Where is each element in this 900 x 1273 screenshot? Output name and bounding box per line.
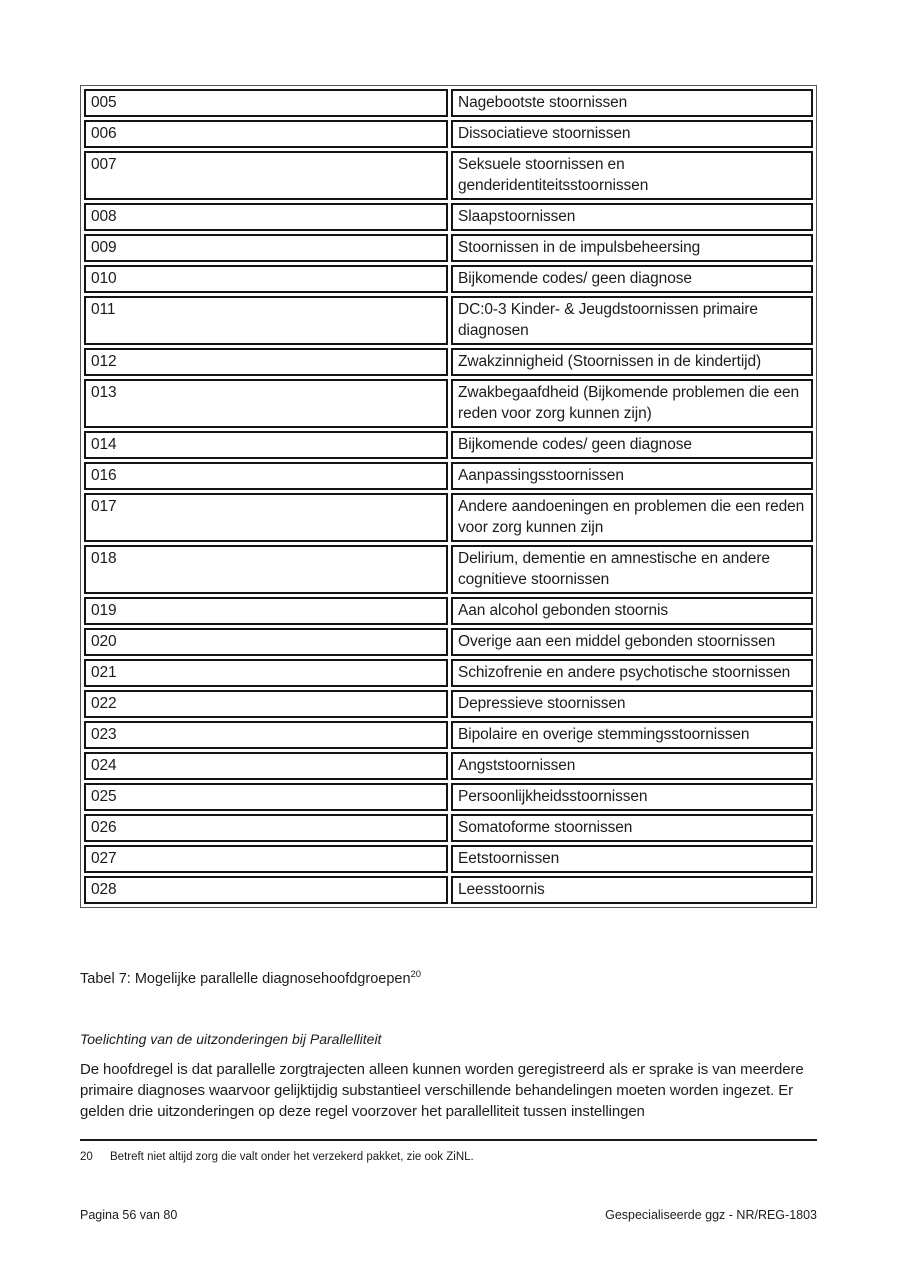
- diagnosis-code-cell: 005: [84, 89, 448, 117]
- footer-document-reference: Gespecialiseerde ggz - NR/REG-1803: [605, 1208, 817, 1222]
- diagnosis-description-cell: Zwakzinnigheid (Stoornissen in de kindertijd): [451, 348, 813, 376]
- diagnosis-code-cell: 024: [84, 752, 448, 780]
- table-caption: [80, 970, 820, 988]
- diagnosis-code-cell: 009: [84, 234, 448, 262]
- section-heading: Toelichting van de uitzonderingen bij Parallelliteit: [80, 1031, 382, 1047]
- table-row: [84, 462, 813, 490]
- diagnosis-code-cell: 006: [84, 120, 448, 148]
- diagnosis-description-cell: Seksuele stoornissen en genderidentiteitsstoornissen: [451, 151, 813, 200]
- table-row: [84, 690, 813, 718]
- diagnosis-description-cell: Stoornissen in de impulsbeheersing: [451, 234, 813, 262]
- diagnosis-code-cell: 007: [84, 151, 448, 200]
- diagnosis-code-cell: 010: [84, 265, 448, 293]
- table-row: [84, 845, 813, 873]
- table-row: [84, 265, 813, 293]
- body-paragraph: De hoofdregel is dat parallelle zorgtrajecten alleen kunnen worden geregistreerd als er sprake is van meerdere primaire diagnoses waarvoor gelijktijdig substantieel verschillende behandelingen moeten worden ingezet. Er gelden drie uitzonderingen op deze regel voorzover het parallelliteit tussen instellingen: [80, 1061, 804, 1120]
- diagnosis-description-cell: Depressieve stoornissen: [451, 690, 813, 718]
- diagnosis-code-cell: 025: [84, 783, 448, 811]
- diagnosis-description-cell: Nagebootste stoornissen: [451, 89, 813, 117]
- table-row: [84, 203, 813, 231]
- diagnosis-description-cell: Zwakbegaafdheid (Bijkomende problemen die een reden voor zorg kunnen zijn): [451, 379, 813, 428]
- diagnosis-code-cell: 014: [84, 431, 448, 459]
- table-row: [84, 659, 813, 687]
- diagnosis-description-cell: Schizofrenie en andere psychotische stoornissen: [451, 659, 813, 687]
- table-row: [84, 348, 813, 376]
- footnote-text: Betreft niet altijd zorg die valt onder het verzekerd pakket, zie ook ZiNL.: [110, 1151, 474, 1163]
- diagnosis-description-cell: Leesstoornis: [451, 876, 813, 904]
- page-footer: [80, 1207, 817, 1223]
- diagnosis-code-cell: 011: [84, 296, 448, 345]
- diagnosis-description-cell: Somatoforme stoornissen: [451, 814, 813, 842]
- diagnosis-code-cell: 021: [84, 659, 448, 687]
- table-caption-text: Tabel 7: Mogelijke parallelle diagnosehoofdgroepen: [80, 971, 411, 987]
- diagnosis-description-cell: Overige aan een middel gebonden stoornissen: [451, 628, 813, 656]
- table-row: [84, 628, 813, 656]
- footnote-reference: 20: [410, 969, 422, 981]
- diagnosis-table-body: [84, 89, 813, 904]
- table-row: [84, 597, 813, 625]
- footnote-divider: [80, 1139, 817, 1141]
- diagnosis-code-cell: 013: [84, 379, 448, 428]
- table-row: [84, 120, 813, 148]
- diagnosis-description-cell: Bijkomende codes/ geen diagnose: [451, 431, 813, 459]
- diagnosis-code-cell: 019: [84, 597, 448, 625]
- table-row: [84, 783, 813, 811]
- diagnosis-description-cell: Aan alcohol gebonden stoornis: [451, 597, 813, 625]
- diagnosis-code-cell: 027: [84, 845, 448, 873]
- diagnosis-description-cell: Bipolaire en overige stemmingsstoornissen: [451, 721, 813, 749]
- footnote-area: [80, 1139, 817, 1165]
- table-row: [84, 234, 813, 262]
- diagnosis-description-cell: Bijkomende codes/ geen diagnose: [451, 265, 813, 293]
- table-row: [84, 876, 813, 904]
- table-row: [84, 721, 813, 749]
- footer-page-number: Pagina 56 van 80: [80, 1208, 178, 1222]
- table-row: [84, 752, 813, 780]
- table-row: [84, 545, 813, 594]
- diagnosis-description-cell: Persoonlijkheidsstoornissen: [451, 783, 813, 811]
- diagnosis-code-cell: 020: [84, 628, 448, 656]
- diagnosis-description-cell: Delirium, dementie en amnestische en andere cognitieve stoornissen: [451, 545, 813, 594]
- diagnosis-code-cell: 018: [84, 545, 448, 594]
- table-row: [84, 151, 813, 200]
- diagnosis-description-cell: Slaapstoornissen: [451, 203, 813, 231]
- table-row: [84, 814, 813, 842]
- diagnosis-description-cell: Andere aandoeningen en problemen die een reden voor zorg kunnen zijn: [451, 493, 813, 542]
- diagnosis-description-cell: Aanpassingsstoornissen: [451, 462, 813, 490]
- footnote-number: 20: [80, 1151, 93, 1163]
- table-row: [84, 89, 813, 117]
- footnote: [80, 1150, 817, 1165]
- table-row: [84, 379, 813, 428]
- diagnosis-description-cell: Angststoornissen: [451, 752, 813, 780]
- diagnosis-code-cell: 016: [84, 462, 448, 490]
- diagnosis-code-cell: 022: [84, 690, 448, 718]
- diagnosis-code-cell: 012: [84, 348, 448, 376]
- diagnosis-description-cell: Dissociatieve stoornissen: [451, 120, 813, 148]
- diagnosis-description-cell: Eetstoornissen: [451, 845, 813, 873]
- diagnosis-code-cell: 028: [84, 876, 448, 904]
- diagnosis-code-cell: 017: [84, 493, 448, 542]
- diagnosis-description-cell: DC:0-3 Kinder- & Jeugdstoornissen primaire diagnosen: [451, 296, 813, 345]
- diagnosis-code-cell: 008: [84, 203, 448, 231]
- diagnosis-code-cell: 026: [84, 814, 448, 842]
- table-row: [84, 296, 813, 345]
- table-row: [84, 431, 813, 459]
- table-row: [84, 493, 813, 542]
- diagnosis-code-cell: 023: [84, 721, 448, 749]
- diagnosis-table: [80, 85, 817, 908]
